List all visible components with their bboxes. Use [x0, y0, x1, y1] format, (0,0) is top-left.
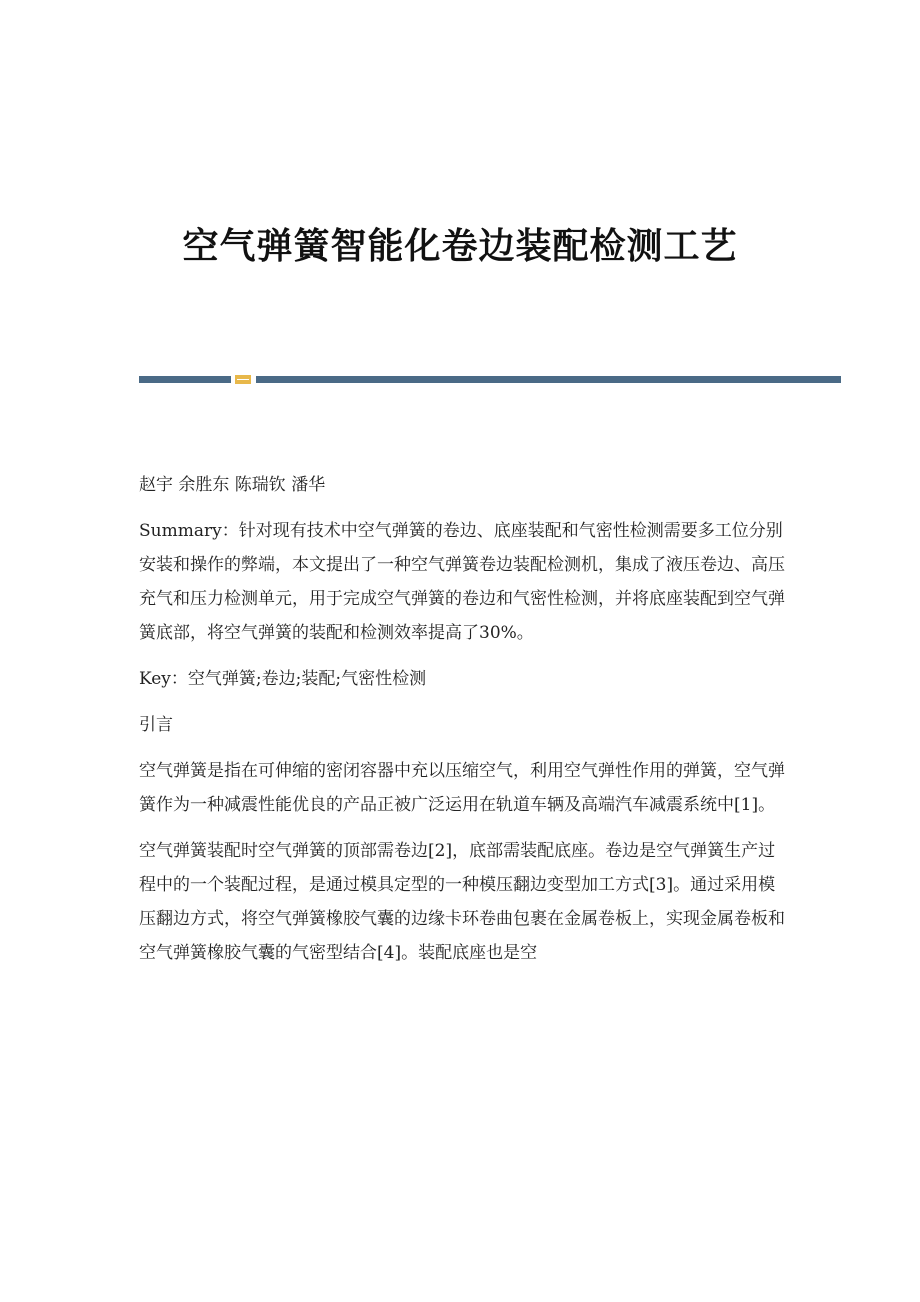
authors-line: 赵宇 余胜东 陈瑞钦 潘华: [139, 475, 326, 495]
title-divider: [139, 375, 841, 384]
document-title: 空气弹簧智能化卷边装配检测工艺: [182, 226, 738, 267]
body-paragraph: 空气弹簧装配时空气弹簧的顶部需卷边[2]，底部需装配底座。卷边是空气弹簧生产过程中的一个装配过程，是通过模具定型的一种模压翻边变型加工方式[3]。通过采用模压翻边方式，将空气弹簧橡胶气囊的边缘卡环卷曲包裹在金属卷板上，实现金属卷板和空气弹簧橡胶气囊的气密型结合[4]。装配底座也是空: [139, 841, 785, 963]
body-paragraph: 空气弹簧是指在可伸缩的密闭容器中充以压缩空气，利用空气弹性作用的弹簧，空气弹簧作为一种减震性能优良的产品正被广泛运用在轨道车辆及高端汽车减震系统中[1]。: [139, 761, 785, 815]
keywords-line: Key：空气弹簧;卷边;装配;气密性检测: [139, 669, 427, 689]
divider-bar-left: [139, 376, 231, 383]
section-heading: 引言: [139, 715, 173, 735]
divider-bar-right: [256, 376, 841, 383]
document-body: [139, 468, 789, 982]
summary-paragraph: Summary：针对现有技术中空气弹簧的卷边、底座装配和气密性检测需要多工位分别安装和操作的弊端，本文提出了一种空气弹簧卷边装配检测机，集成了液压卷边、高压充气和压力检测单元，用于完成空气弹簧的卷边和气密性检测，并将底座装配到空气弹簧底部，将空气弹簧的装配和检测效率提高了30%。: [139, 521, 785, 643]
divider-graphic: [139, 375, 841, 384]
